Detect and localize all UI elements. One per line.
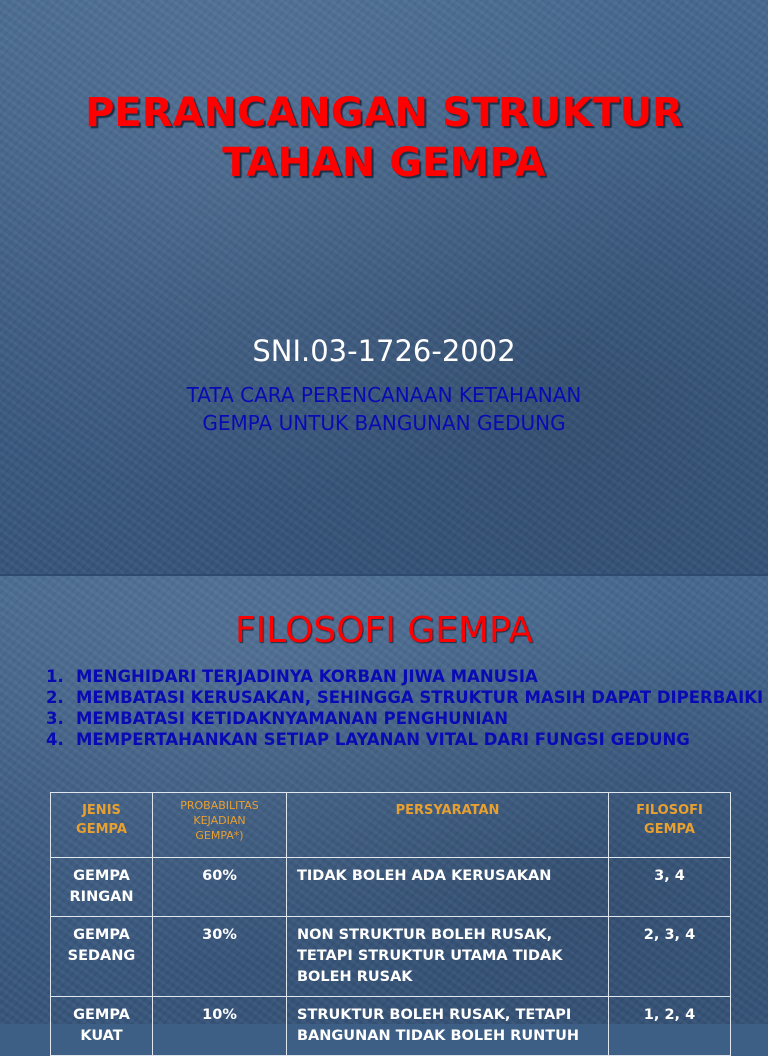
cell-req-line-1: STRUKTUR BOLEH RUSAK, TETAPI [297, 1007, 572, 1023]
main-title-line-1: PERANCANGAN STRUKTUR [85, 90, 683, 136]
earthquake-table [50, 792, 731, 1056]
header-filosofi-line-2: GEMPA [644, 822, 695, 837]
cell-jenis [51, 858, 153, 917]
list-item-number: 2. [46, 688, 64, 707]
cell-jenis-line-1: GEMPA [73, 868, 130, 884]
philosophy-title: FILOSOFI GEMPA [234, 610, 534, 651]
list-item [46, 687, 763, 708]
list-item [46, 666, 763, 687]
table-row [51, 858, 731, 917]
list-item-number: 3. [46, 709, 64, 728]
philosophy-list [46, 666, 763, 750]
header-filosofi-line-1: FILOSOFI [636, 803, 703, 818]
cell-filosofi: 2, 3, 4 [609, 917, 731, 997]
list-item-number: 4. [46, 730, 64, 749]
cell-req-line-2: TETAPI STRUKTUR UTAMA TIDAK [297, 948, 563, 964]
list-item [46, 729, 763, 750]
cell-jenis-line-2: SEDANG [67, 948, 136, 964]
header-jenis-gempa [51, 793, 153, 858]
cell-jenis-line-1: GEMPA [73, 1007, 130, 1023]
subtitle-line-2: GEMPA UNTUK BANGUNAN GEDUNG [202, 411, 566, 435]
cell-probabilitas: 60% [153, 858, 287, 917]
table-row [51, 997, 731, 1056]
cell-probabilitas: 30% [153, 917, 287, 997]
header-jenis-line-2: GEMPA [76, 822, 127, 837]
cell-persyaratan [287, 858, 609, 917]
cell-persyaratan [287, 917, 609, 997]
cell-req-line-2: BANGUNAN TIDAK BOLEH RUNTUH [297, 1028, 580, 1044]
header-prob-line-3: GEMPA*) [195, 829, 244, 842]
cell-filosofi: 3, 4 [609, 858, 731, 917]
cell-req-line-1: NON STRUKTUR BOLEH RUSAK, [297, 927, 553, 943]
standard-subtitle [0, 381, 768, 437]
cell-jenis-line-2: RINGAN [69, 889, 134, 905]
main-title-line-2: TAHAN GEMPA [222, 140, 546, 186]
table-row [51, 917, 731, 997]
header-persyaratan: PERSYARATAN [287, 793, 609, 858]
cell-jenis [51, 997, 153, 1056]
list-item [46, 708, 763, 729]
list-item-text: MEMPERTAHANKAN SETIAP LAYANAN VITAL DARI FUNGSI GEDUNG [76, 730, 690, 749]
slide-philosophy [0, 574, 768, 1044]
cell-probabilitas: 10% [153, 997, 287, 1056]
cell-req-line-3: BOLEH RUSAK [297, 969, 413, 985]
cell-filosofi: 1, 2, 4 [609, 997, 731, 1056]
list-item-text: MEMBATASI KETIDAKNYAMANAN PENGHUNIAN [76, 709, 509, 728]
list-item-text: MENGHIDARI TERJADINYA KORBAN JIWA MANUSIA [76, 667, 538, 686]
cell-req-line-1: TIDAK BOLEH ADA KERUSAKAN [297, 868, 552, 884]
list-item-number: 1. [46, 667, 64, 686]
cell-jenis-line-1: GEMPA [73, 927, 130, 943]
header-jenis-line-1: JENIS [82, 803, 121, 818]
standard-code: SNI.03-1726-2002 [252, 334, 516, 368]
cell-jenis-line-2: KUAT [80, 1028, 123, 1044]
header-prob-line-1: PROBABILITAS [180, 799, 259, 812]
list-item-text: MEMBATASI KERUSAKAN, SEHINGGA STRUKTUR MASIH DAPAT DIPERBAIKI [76, 688, 764, 707]
header-filosofi-gempa [609, 793, 731, 858]
subtitle-line-1: TATA CARA PERENCANAAN KETAHANAN [186, 383, 582, 407]
main-title [0, 88, 768, 188]
header-probabilitas [153, 793, 287, 858]
table-header-row [51, 793, 731, 858]
cell-jenis [51, 917, 153, 997]
cell-persyaratan [287, 997, 609, 1056]
header-prob-line-2: KEJADIAN [193, 814, 246, 827]
